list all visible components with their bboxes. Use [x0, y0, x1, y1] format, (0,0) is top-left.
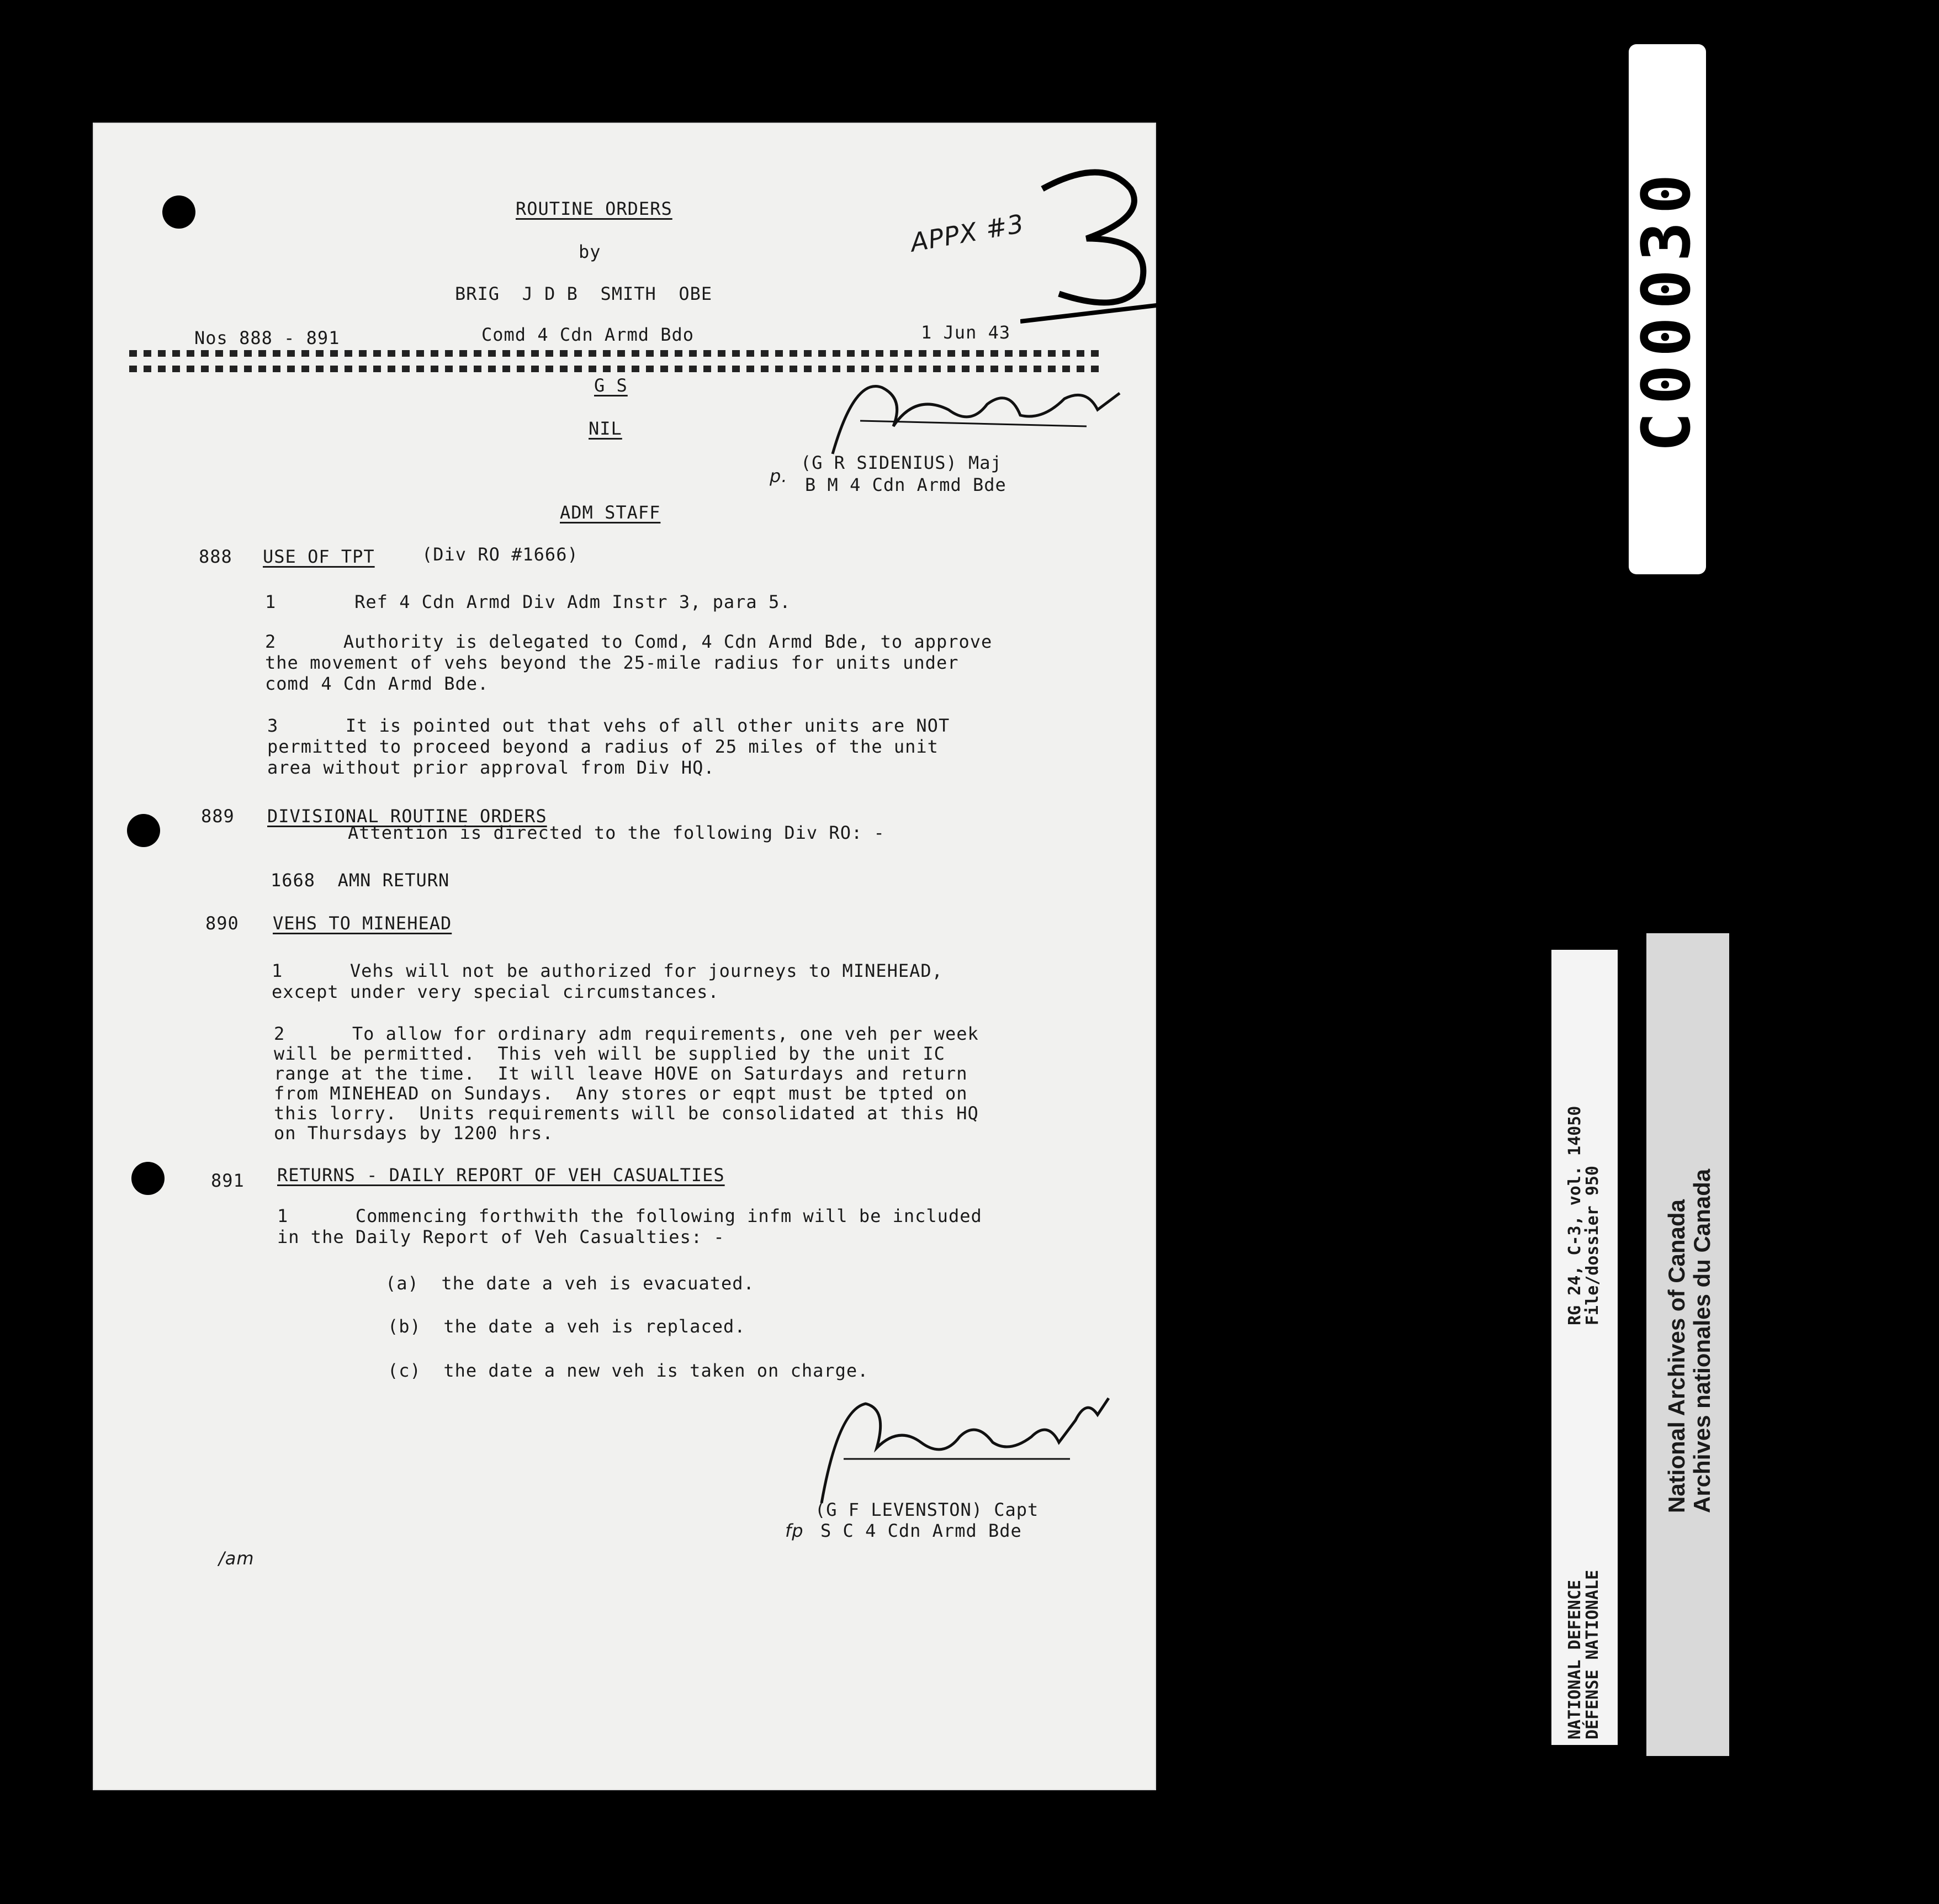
order-number: 891 — [211, 1170, 245, 1191]
doc-nos: Nos 888 - 891 — [194, 327, 340, 348]
order-number: 889 — [201, 806, 235, 827]
order-para: the movement of vehs beyond the 25-mile radius for units under — [265, 652, 959, 673]
order-para: comd 4 Cdn Armd Bde. — [265, 673, 489, 694]
order-title: USE OF TPT — [263, 546, 375, 567]
doc-date: 1 Jun 43 — [921, 322, 1011, 343]
archive-ref-line2: File/dossier 950 — [1583, 1166, 1602, 1325]
typist-initials: /am — [219, 1548, 255, 1569]
order-para: 2 Authority is delegated to Comd, 4 Cdn Armd Bde, to approve — [265, 631, 993, 652]
doc-by: by — [579, 241, 601, 262]
appx-annotation: APPX #3 — [908, 208, 1026, 258]
order-para: in the Daily Report of Veh Casualties: - — [277, 1226, 725, 1247]
sig2-title: S C 4 Cdn Armd Bde — [820, 1520, 1022, 1541]
archive-name-label — [1646, 933, 1729, 1756]
order-title: RETURNS - DAILY REPORT OF VEH CASUALTIES — [277, 1165, 725, 1186]
order-item: (a) the date a veh is evacuated. — [385, 1273, 755, 1294]
order-para: area without prior approval from Div HQ. — [267, 757, 715, 778]
doc-formation: Comd 4 Cdn Armd Bdo — [481, 324, 695, 345]
archive-dept-line1: NATIONAL DEFENCE — [1565, 1580, 1585, 1739]
order-para: 1 Vehs will not be authorized for journeys to MINEHEAD, — [272, 960, 943, 981]
sig2-name: (G F LEVENSTON) Capt — [815, 1499, 1039, 1520]
sig1-name: (G R SIDENIUS) Maj — [801, 452, 1002, 473]
order-title: DIVISIONAL ROUTINE ORDERS — [267, 806, 547, 827]
order-para: this lorry. Units requirements will be consolidated at this HQ — [274, 1103, 979, 1124]
order-para: will be permitted. This veh will be supplied by the unit IC — [274, 1043, 945, 1064]
order-para: range at the time. It will leave HOVE on Saturdays and return — [274, 1063, 968, 1084]
gs-heading: G S — [594, 375, 628, 396]
signature-sidenius — [822, 355, 1131, 465]
archive-ref-line1: RG 24, C-3, vol. 14050 — [1565, 1106, 1585, 1325]
adm-staff-heading: ADM STAFF — [560, 502, 661, 523]
order-para: 3 It is pointed out that vehs of all other units are NOT — [267, 715, 950, 736]
appx-figure-3 — [1020, 156, 1219, 332]
order-para: Attention is directed to the following Div RO: - — [348, 822, 885, 843]
order-item: 1668 AMN RETURN — [271, 870, 450, 891]
order-para: except under very special circumstances. — [272, 981, 719, 1002]
sig2-prefix: fp — [785, 1520, 804, 1541]
doc-title: ROUTINE ORDERS — [516, 198, 672, 219]
frame-number: C00030 — [1629, 166, 1705, 452]
archive-name-fr: Archives nationales du Canada — [1689, 1168, 1715, 1513]
doc-commander: BRIG J D B SMITH OBE — [455, 283, 713, 304]
archive-dept-line2: DÉFENSE NATIONALE — [1583, 1569, 1602, 1739]
gs-value: NIL — [589, 418, 622, 439]
archive-ref-label — [1551, 950, 1618, 1745]
order-title: VEHS TO MINEHEAD — [273, 913, 452, 934]
frame-number-label — [1629, 44, 1706, 574]
punch-hole — [131, 1162, 165, 1195]
order-number: 888 — [199, 546, 232, 567]
order-para: 2 To allow for ordinary adm requirements, one veh per week — [274, 1023, 979, 1044]
archive-name-en: National Archives of Canada — [1663, 1199, 1689, 1513]
sig1-title: B M 4 Cdn Armd Bde — [805, 474, 1006, 495]
order-para: permitted to proceed beyond a radius of 25 miles of the unit — [267, 736, 939, 757]
order-item: (b) the date a veh is replaced. — [388, 1316, 746, 1337]
order-para: from MINEHEAD on Sundays. Any stores or eqpt must be tpted on — [274, 1083, 968, 1104]
document-page — [93, 123, 1156, 1790]
order-para: on Thursdays by 1200 hrs. — [274, 1123, 554, 1144]
order-item: (c) the date a new veh is taken on charge. — [388, 1360, 869, 1381]
signature-levenston — [810, 1376, 1120, 1509]
punch-hole — [162, 195, 195, 229]
sig1-prefix: p. — [770, 466, 788, 486]
order-para: 1 Commencing forthwith the following infm will be included — [277, 1205, 982, 1226]
punch-hole — [127, 814, 160, 847]
order-number: 890 — [205, 913, 239, 934]
order-ref: (Div RO #1666) — [422, 544, 579, 565]
order-para: 1 Ref 4 Cdn Armd Div Adm Instr 3, para 5. — [265, 591, 791, 612]
